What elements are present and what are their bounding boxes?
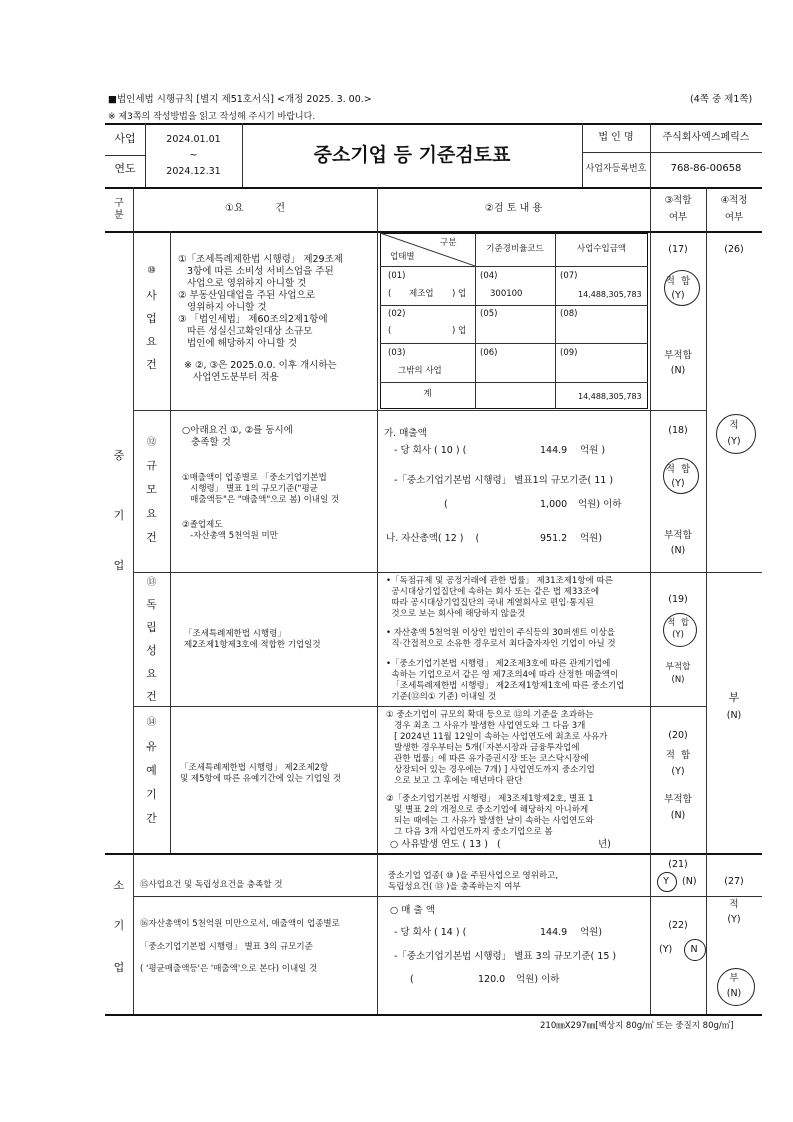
- line: [377, 187, 378, 853]
- sec102-label-4: 건: [146, 531, 157, 544]
- sec101-req-6: ③ 「법인세법」 제60조의2제1항에: [178, 314, 328, 325]
- sec101-note-1: ※ ②, ③은 2025.0.0. 이후 개시하는: [184, 360, 337, 371]
- law-reference: ■법인세법 시행규칙 [별지 제51호서식] <개정 2025. 3. 00.>: [108, 94, 372, 105]
- sec106-fit-y: (Y): [659, 944, 673, 955]
- sec104-rev2-1: ②「중소기업기본법 시행령」 제3조제1항제2호, 별표 1: [386, 794, 594, 804]
- sec101-note-2: 사업연도분부터 적용: [184, 372, 279, 383]
- row2-amt-no: (08): [560, 309, 578, 319]
- line: [555, 233, 556, 409]
- line: [706, 187, 707, 853]
- sec105-col4-y: (Y): [727, 914, 741, 925]
- sec101-label-2: 업: [146, 312, 157, 325]
- sec103-unfit: 부적합: [665, 662, 691, 672]
- year-label-1: 사업: [114, 132, 136, 145]
- sec101-unfit-n: (N): [670, 365, 686, 376]
- sec102-req2-1: ①매출액이 업종별로 「중소기업기본법: [182, 473, 327, 483]
- table-hdr-gubun: 구분: [440, 238, 457, 248]
- sec102-rev-company-unit: 억원 ): [580, 445, 606, 456]
- sec101-req-4: ② 부동산임대업을 주된 사업으로: [178, 290, 315, 301]
- sec104-unfit-n: (N): [670, 810, 686, 821]
- sec103-rev1-2: 공시대상기업집단에 속하는 회사 또는 같은 법 제33조에: [386, 587, 600, 597]
- sec106-rev-std: -「중소기업기본법 시행령」 별표 3의 규모기준( 15 ): [394, 951, 617, 962]
- sec104-rev-5: 관한 법률」에 따른 유가증권시장 또는 코스닥시장에: [386, 754, 589, 764]
- sec103-rev2-2: 직·간접적으로 소유한 경우로서 최다출자자인 기업이 아닐 것: [386, 639, 616, 649]
- row1-amt: 14,488,305,783: [578, 290, 642, 299]
- sec102-rev-b-val: 951.2: [540, 533, 568, 544]
- corp-name: 주식회사엑스페릭스: [662, 132, 750, 143]
- line: [380, 382, 648, 383]
- sec106-rev-std-val: 120.0: [478, 974, 506, 985]
- sec106-rev-std-open: (: [410, 974, 414, 985]
- corp-name-label: 법 인 명: [598, 132, 634, 143]
- line: [105, 853, 762, 855]
- row1-code: 300100: [490, 289, 523, 299]
- row1-amt-no: (07): [560, 271, 578, 281]
- sec102-fit-yes: 적 합: [665, 464, 691, 475]
- sec102-rev-std-unit: 억원) 이하: [578, 499, 622, 510]
- small-label-1: 소: [113, 879, 125, 892]
- sec105-fit-no: (21): [668, 859, 688, 870]
- sec105-col4-yes: 적: [729, 899, 739, 910]
- sec102-rev-std-open: (: [444, 499, 448, 510]
- sec101-req-5: 영위하지 아니할 것: [178, 302, 267, 313]
- sme-label-1: 중: [113, 449, 125, 462]
- row3-code-no: (06): [480, 348, 498, 358]
- sec103-fit-y: (Y): [672, 630, 684, 640]
- sec102-rev-std-val: 1,000: [540, 499, 568, 510]
- col-fit4-2: 여부: [724, 212, 744, 223]
- sec104-label-1: 유: [146, 740, 157, 753]
- row1-biz: 제조업: [409, 289, 434, 299]
- small-label-3: 업: [113, 961, 125, 974]
- table-hdr-amount: 사업수입금액: [576, 244, 627, 254]
- sec106-rev-std-unit: 억원) 이하: [516, 974, 560, 985]
- sec106-rev-company: - 당 회사 ( 14 ) (: [394, 927, 467, 938]
- row1-open: (: [388, 289, 392, 299]
- sec102-fit-y: (Y): [671, 478, 685, 489]
- sec106-fit-no: (22): [668, 920, 688, 931]
- line: [133, 706, 706, 707]
- table-hdr-biz: 업태별: [390, 252, 415, 262]
- sec104-rev3-end: 년): [598, 839, 611, 850]
- line: [133, 896, 762, 897]
- row2-code-no: (05): [480, 309, 498, 319]
- sec104-label-2: 예: [146, 764, 157, 777]
- period-end: 2024.12.31: [166, 166, 221, 177]
- row2-open: (: [388, 326, 392, 336]
- sec103-rev3-4: 기준(⑫의① 기준) 이내일 것: [386, 692, 497, 702]
- sec103-rev3-1: •「중소기업기본법 시행령」 제2조제3호에 따른 관계기업에: [386, 659, 611, 669]
- line: [380, 266, 648, 267]
- sec103-rev1-4: 것으로 보는 회사에 해당하지 않을것: [386, 609, 526, 619]
- sec102-req3-2: -자산총액 5천억원 미만: [182, 531, 278, 541]
- line: [105, 155, 145, 156]
- sec105-req: ⑮사업요건 및 독립성요건을 충족할 것: [140, 880, 283, 890]
- top-border: [105, 123, 762, 125]
- sec104-col4-n: (N): [726, 710, 742, 721]
- sec105-fit-y: Y: [663, 876, 669, 887]
- total-label: 계: [423, 389, 432, 399]
- sec103-rev3-2: 속하는 기업으로서 같은 영 제7조의4에 따라 산정한 매출액이: [386, 670, 619, 680]
- sec102-req2-3: 매출액등"은 "매출액"으로 봄) 이내일 것: [182, 495, 340, 505]
- form-title: 중소기업 등 기준검토표: [313, 144, 511, 166]
- sec104-col4-no: 부: [728, 691, 740, 704]
- sec104-rev-3: [ 2024년 11월 12일이 속하는 사업연도에 최초로 사유가: [386, 732, 608, 742]
- row1-no: (01): [388, 271, 406, 281]
- sec103-label-4: 요: [146, 667, 157, 680]
- sec102-rev-a: 가. 매출액: [384, 428, 427, 439]
- sec101-req-2: 3항에 따른 소비성 서비스업을 주된: [178, 266, 334, 277]
- sec101-fit-yes: 적 합: [665, 276, 691, 287]
- sec101-unfit: 부적합: [664, 350, 692, 361]
- sec103-unfit-n: (N): [671, 675, 685, 685]
- biz-no: 768-86-00658: [670, 163, 742, 174]
- sec102-rev-b-unit: 억원): [580, 533, 603, 544]
- sec106-rev-a: ○ 매 출 액: [390, 905, 435, 916]
- line: [133, 410, 706, 411]
- sec104-rev-1: ① 중소기업이 규모의 확대 등으로 ⑫의 기준을 초과하는: [386, 710, 594, 720]
- col-fit3-2: 여부: [668, 212, 688, 223]
- line: [380, 343, 648, 344]
- bottom-border: [105, 1014, 762, 1016]
- sec103-req-2: 제2조제1항제3호에 적합한 기업일것: [184, 640, 321, 650]
- col-fit3-1: ③적합: [664, 195, 692, 206]
- sec101-fit-y: (Y): [671, 290, 685, 301]
- sec102-unfit: 부적합: [664, 530, 692, 541]
- sec102-label-2: 모: [146, 483, 157, 496]
- sec101-req-1: ①「조세특례제한법 시행령」 제29조제: [178, 254, 343, 265]
- sec104-rev-6: 상장되어 있는 경우에는 7개) ] 사업연도까지 중소기업: [386, 765, 595, 775]
- sec101-num: ⑩: [147, 265, 156, 276]
- sec105-fit-n: (N): [682, 876, 697, 887]
- sec104-unfit: 부적합: [664, 794, 692, 805]
- paper-spec: 210㎜X297㎜[백상지 80g/㎡ 또는 중질지 80g/㎡]: [540, 1021, 734, 1031]
- sec102-unfit-n: (N): [670, 545, 686, 556]
- sec104-rev-2: 경우 최초 그 사유가 발생한 사업연도와 그 다음 3개: [386, 721, 586, 731]
- page-info: (4쪽 중 제1쪽): [690, 94, 753, 105]
- title-bottom-border: [105, 187, 762, 189]
- sec104-rev2-4: 그 다음 3개 사업연도까지 중소기업으로 봄: [386, 827, 553, 837]
- sec102-col4-yes: 적: [729, 420, 739, 431]
- sec102-req-1: ○아래요건 ①, ②를 동시에: [182, 425, 293, 436]
- sec103-req-1: 「조세특례제한법 시행령」: [184, 629, 286, 639]
- sec104-rev-4: 발생한 경우부터는 5개(「자본시장과 금융투자업에: [386, 743, 580, 753]
- row1-code-no: (04): [480, 271, 498, 281]
- biz-no-label: 사업자등록번호: [585, 164, 647, 174]
- sec104-rev2-3: 되는 때에는 그 사유가 발생한 날이 속하는 사업연도와: [386, 816, 594, 826]
- sec106-req-1: ⑯자산총액이 5천억원 미만으로서, 매출액이 업종별로: [140, 919, 340, 929]
- row2-close: ) 업: [452, 326, 467, 336]
- instruction-note: ※ 제3쪽의 작성방법을 읽고 작성해 주시기 바랍니다.: [108, 112, 316, 122]
- sec104-fit-yes: 적 합: [665, 750, 691, 761]
- line: [582, 152, 762, 153]
- line: [133, 853, 134, 1014]
- sec102-num: ⑫: [146, 437, 157, 448]
- col-gubun: 구분: [114, 198, 124, 221]
- sec103-rev1-3: 따라 공시대상기업집단의 국내 계열회사로 편입·통지된: [386, 598, 594, 608]
- sec104-rev-7: 으로 보고 그 후에는 매년마다 판단: [386, 776, 523, 786]
- row3-no: (03): [388, 348, 406, 358]
- row3-label: 그밖의 사업: [398, 366, 442, 376]
- sec104-fit-y: (Y): [671, 766, 685, 777]
- sec103-num: ⑬: [146, 577, 157, 588]
- line: [133, 572, 762, 573]
- sec105-rev-2: 독립성요건( ⑬ )을 충족하는지 여부: [388, 882, 521, 892]
- sec105-col4-no: (27): [724, 876, 744, 887]
- sec104-rev2-2: 및 별표 2의 개정으로 중소기업에 해당하지 아니하게: [386, 805, 589, 815]
- sec106-fit-n: N: [690, 944, 698, 955]
- sec103-label-5: 건: [146, 690, 157, 703]
- sec104-rev3: ○ 사유발생 연도 ( 13 ) (: [390, 839, 501, 850]
- sec103-rev1-1: •「독점규제 및 공정거래에 관한 법률」 제31조제1항에 따른: [386, 576, 613, 586]
- sec102-rev-company: - 당 회사 ( 10 ) (: [394, 445, 467, 456]
- col-review: ②검 토 내 용: [484, 203, 543, 214]
- sec106-col4-n: (N): [726, 988, 742, 999]
- sec106-rev-company-unit: 억원): [580, 927, 603, 938]
- sec101-req-8: 법인에 해당하지 아니할 것: [178, 338, 298, 349]
- row3-amt-no: (09): [560, 348, 578, 358]
- year-label-2: 연도: [114, 162, 136, 175]
- sec101-col4-no: (26): [724, 244, 744, 255]
- sec103-fit-yes: 적 합: [667, 618, 689, 628]
- sec101-label-4: 건: [146, 358, 157, 371]
- sec102-req-2: 충족할 것: [182, 437, 231, 448]
- line: [377, 853, 378, 1014]
- sec104-req-1: 「조세특례제한법 시행령」 제2조제2항: [180, 763, 329, 773]
- sec104-req-2: 및 제5항에 따른 유예기간에 있는 기업일 것: [180, 774, 342, 784]
- period-start: 2024.01.01: [166, 134, 221, 145]
- sec102-rev-b: 나. 자산총액( 12 ) (: [386, 533, 480, 544]
- sec103-label-3: 성: [146, 644, 157, 657]
- sme-label-3: 업: [113, 559, 125, 572]
- sec106-req-3: ( '평균매출액등'은 '매출액'으로 본다) 이내일 것: [140, 964, 318, 974]
- total-amt: 14,488,305,783: [578, 392, 642, 401]
- sme-label-2: 기: [113, 509, 125, 522]
- sec104-fit-no: (20): [668, 730, 688, 741]
- sec102-label-1: 규: [146, 459, 157, 472]
- sec103-rev3-3: 「조세특례제한법 시행령」 제2조제1항제1호에 따른 중소기업: [386, 681, 625, 691]
- sec103-rev2-1: • 자산총액 5천억원 이상인 법인이 주식등의 30퍼센트 이상을: [386, 628, 616, 638]
- col-fit4-1: ④적정: [720, 195, 748, 206]
- line: [380, 305, 648, 306]
- sec101-label-3: 요: [146, 335, 157, 348]
- sec102-req2-2: 시행령」 별표 1의 규모기준("평균: [182, 484, 318, 494]
- sec103-label-2: 립: [146, 621, 157, 634]
- sec102-label-3: 요: [146, 507, 157, 520]
- row1-close: ) 업: [452, 289, 467, 299]
- sec101-label-1: 사: [146, 289, 157, 302]
- sec103-fit-no: (19): [668, 594, 688, 605]
- small-label-2: 기: [113, 919, 125, 932]
- line: [133, 187, 134, 853]
- sec104-label-4: 간: [146, 812, 157, 825]
- sec104-label-3: 기: [146, 788, 157, 801]
- line: [170, 231, 171, 853]
- sec104-num: ⑭: [146, 717, 157, 728]
- row2-no: (02): [388, 309, 406, 319]
- sec102-fit-no: (18): [668, 425, 688, 436]
- sec102-col4-y: (Y): [727, 436, 741, 447]
- line: [650, 853, 651, 1014]
- sec102-req3-1: ②졸업제도: [182, 520, 223, 530]
- col-requirement: ①요 건: [224, 203, 286, 214]
- sec105-rev-1: 중소기업 업종( ⑩ )을 주된사업으로 영위하고,: [388, 871, 559, 881]
- table-hdr-code: 기준경비율코드: [486, 244, 544, 254]
- sec103-label-1: 독: [146, 598, 157, 611]
- sec101-fit-no: (17): [668, 244, 688, 255]
- period-tilde: ~: [189, 150, 198, 161]
- sec106-col4-no: 부: [729, 973, 739, 984]
- sec101-req-7: 따른 성실신고확인대상 소규모: [178, 326, 313, 337]
- sec102-rev-company-val: 144.9: [540, 445, 568, 456]
- sec102-rev-std: -「중소기업기본법 시행령」 별표1의 규모기준( 11 ): [394, 475, 614, 486]
- line: [475, 233, 476, 409]
- sec106-rev-company-val: 144.9: [540, 927, 568, 938]
- sec101-req-3: 사업으로 영위하지 아니할 것: [178, 278, 307, 289]
- sec106-req-2: 「중소기업기본법 시행령」 별표 3의 규모기준: [140, 942, 313, 952]
